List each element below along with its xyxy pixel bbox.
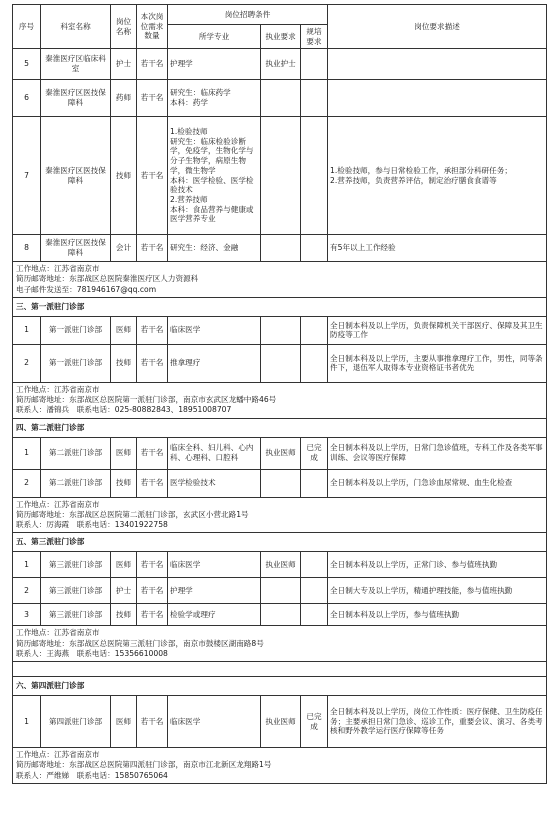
cell-desc: [328, 49, 547, 80]
info-line: 简历邮寄地址：东部战区总医院第三派驻门诊部，南京市鼓楼区湖南路8号: [13, 639, 547, 649]
major-line: 本科：食品营养与健康或医学营养专业: [170, 204, 254, 224]
cell-no: 7: [13, 117, 41, 235]
cell-post: 药师: [111, 80, 137, 117]
cell-training: [301, 604, 328, 626]
major-line: 1.检验技师: [170, 126, 208, 136]
cell-major: 临床医学: [168, 696, 261, 748]
cell-no: 2: [13, 469, 41, 497]
major-line: 研究生：临床检验诊断学，免疫学，生物化学与分子生物学，病原生物学，微生物学: [170, 136, 254, 175]
cell-count: 若干名: [137, 117, 168, 235]
cell-major: 临床全科、妇儿科、心内科、心理科、口腔科: [168, 437, 261, 469]
table-row: [13, 316, 547, 344]
table-row: [13, 696, 547, 748]
cell-dept: 第三派驻门诊部: [41, 604, 111, 626]
cell-post: 技师: [111, 469, 137, 497]
cell-desc: 全日制本科及以上学历，参与值班执勤: [328, 604, 547, 626]
section-title: 三、第一派驻门诊部: [13, 297, 547, 316]
cell-desc: 全日制本科及以上学历，日常门急诊值班，专科工作及各类军事训练、会议等医疗保障: [328, 437, 547, 469]
table-row: [13, 80, 547, 117]
cell-training: [301, 578, 328, 604]
cell-license: [261, 344, 301, 382]
cell-no: 2: [13, 344, 41, 382]
recruitment-document: [12, 4, 552, 784]
section-title: 五、第三派驻门诊部: [13, 533, 547, 552]
table-row: [13, 604, 547, 626]
cell-major: [168, 117, 261, 235]
cell-post: 医师: [111, 437, 137, 469]
info-line: 工作地点：江苏省南京市: [13, 626, 547, 639]
cell-no: 1: [13, 316, 41, 344]
table-row: [13, 49, 547, 80]
info-line: 工作地点：江苏省南京市: [13, 748, 547, 761]
cell-post: 技师: [111, 344, 137, 382]
cell-license: [261, 578, 301, 604]
cell-desc: 全日制本科及以上学历，岗位工作性质：医疗保健、卫生防疫任务；主要承担日常门急诊、巡诊工作，重要会议、演习、各类考核和野外教学运行医疗保障等任务: [328, 696, 547, 748]
cell-license: [261, 316, 301, 344]
cell-desc: 全日制本科及以上学历，负责保障机关干部医疗、保障及其卫生防疫等工作: [328, 316, 547, 344]
cell-count: 若干名: [137, 578, 168, 604]
cell-major: 研究生：经济、金融: [168, 235, 261, 262]
recruitment-table: [12, 4, 547, 784]
cell-dept: 第二派驻门诊部: [41, 437, 111, 469]
info-line: 联系人：王海燕 联系电话：15356610008: [13, 649, 547, 662]
desc-line: 1.检验技师，参与日常检验工作，承担部分科研任务；: [330, 165, 512, 175]
info-line: 联系人：厉海霞 联系电话：13401922758: [13, 520, 547, 533]
cell-dept: 第三派驻门诊部: [41, 552, 111, 578]
cell-post: 护士: [111, 49, 137, 80]
cell-dept: 第一派驻门诊部: [41, 344, 111, 382]
header-count: 本次岗位需求数量: [137, 5, 168, 49]
header-desc: 岗位要求描述: [328, 5, 547, 49]
cell-post: 医师: [111, 316, 137, 344]
table-row: [13, 235, 547, 262]
info-line: 联系人：潘锦兵 联系电话：025-80882843、18951008707: [13, 405, 547, 418]
table-row: [13, 552, 547, 578]
cell-license: 执业医师: [261, 696, 301, 748]
info-line: 简历邮寄地址：东部战区总医院第二派驻门诊部，玄武区小营北路1号: [13, 510, 547, 520]
table-row: [13, 437, 547, 469]
header-post: 岗位名称: [111, 5, 137, 49]
cell-post: 会计: [111, 235, 137, 262]
cell-count: 若干名: [137, 696, 168, 748]
cell-count: 若干名: [137, 49, 168, 80]
cell-count: 若干名: [137, 344, 168, 382]
cell-count: 若干名: [137, 80, 168, 117]
cell-count: 若干名: [137, 437, 168, 469]
cell-desc: 有5年以上工作经验: [328, 235, 547, 262]
cell-license: [261, 80, 301, 117]
cell-major: 医学检验技术: [168, 469, 261, 497]
cell-dept: 秦淮医疗区临床科室: [41, 49, 111, 80]
desc-line: 2.营养技师，负责营养评估，制定治疗膳食食谱等: [330, 175, 497, 185]
cell-major: 推拿理疗: [168, 344, 261, 382]
header-conditions: 岗位招聘条件: [168, 5, 328, 25]
cell-training: [301, 344, 328, 382]
cell-post: 技师: [111, 117, 137, 235]
cell-dept: 第四派驻门诊部: [41, 696, 111, 748]
cell-no: 8: [13, 235, 41, 262]
cell-no: 2: [13, 578, 41, 604]
cell-major: 护理学: [168, 49, 261, 80]
cell-license: 执业医师: [261, 437, 301, 469]
info-line: 工作地点：江苏省南京市: [13, 497, 547, 510]
cell-count: 若干名: [137, 469, 168, 497]
cell-dept: 秦淮医疗区医技保障科: [41, 117, 111, 235]
cell-training: [301, 49, 328, 80]
info-line: 电子邮件发送至：781946167@qq.com: [13, 285, 547, 298]
cell-dept: 秦淮医疗区医技保障科: [41, 235, 111, 262]
cell-license: [261, 235, 301, 262]
header-dept: 科室名称: [41, 5, 111, 49]
cell-license: [261, 469, 301, 497]
cell-no: 6: [13, 80, 41, 117]
cell-no: 3: [13, 604, 41, 626]
cell-license: [261, 604, 301, 626]
header-no: 序号: [13, 5, 41, 49]
major-line: 本科：药学: [170, 98, 208, 107]
cell-license: 执业护士: [261, 49, 301, 80]
cell-desc: 全日制本科及以上学历，门急诊血尿常规、血生化检查: [328, 469, 547, 497]
cell-no: 1: [13, 552, 41, 578]
header-major: 所学专业: [168, 25, 261, 49]
cell-dept: 第三派驻门诊部: [41, 578, 111, 604]
cell-major: [168, 80, 261, 117]
cell-dept: 第二派驻门诊部: [41, 469, 111, 497]
cell-no: 1: [13, 437, 41, 469]
cell-training: [301, 235, 328, 262]
cell-training: [301, 469, 328, 497]
info-line: 简历邮寄地址：东部战区总医院第一派驻门诊部，南京市玄武区龙蟠中路46号: [13, 395, 547, 405]
header-training: 规培要求: [301, 25, 328, 49]
info-line: 简历邮寄地址：东部战区总医院第四派驻门诊部，南京市江北新区龙翔路1号: [13, 760, 547, 770]
cell-post: 医师: [111, 552, 137, 578]
major-line: 本科：医学检验、医学检验技术: [170, 175, 254, 195]
major-line: 2.营养技师: [170, 194, 208, 204]
cell-count: 若干名: [137, 552, 168, 578]
section-title: 四、第二派驻门诊部: [13, 418, 547, 437]
cell-major: 临床医学: [168, 316, 261, 344]
cell-training: [301, 80, 328, 117]
cell-major: 护理学: [168, 578, 261, 604]
cell-training: [301, 117, 328, 235]
table-row: [13, 117, 547, 235]
header-license: 执业要求: [261, 25, 301, 49]
cell-post: 技师: [111, 604, 137, 626]
cell-training: 已完成: [301, 437, 328, 469]
info-line: 工作地点：江苏省南京市: [13, 262, 547, 275]
cell-count: 若干名: [137, 604, 168, 626]
cell-major: 临床医学: [168, 552, 261, 578]
cell-training: [301, 552, 328, 578]
section-title: 六、第四派驻门诊部: [13, 677, 547, 696]
cell-license: [261, 117, 301, 235]
cell-desc: 全日制本科及以上学历，主要从事推拿理疗工作，男性，同等条件下，退伍军人取得本专业资格证书者优先: [328, 344, 547, 382]
cell-post: 医师: [111, 696, 137, 748]
cell-count: 若干名: [137, 316, 168, 344]
info-line: 联系人：严维娣 联系电话：15850765064: [13, 771, 547, 784]
cell-dept: 第一派驻门诊部: [41, 316, 111, 344]
cell-desc: [328, 80, 547, 117]
cell-desc: 全日制大专及以上学历，精通护理技能，参与值班执勤: [328, 578, 547, 604]
major-line: 研究生：临床药学: [170, 88, 231, 98]
spacer-row: [13, 662, 547, 677]
table-header-row: [13, 5, 547, 25]
cell-training: [301, 316, 328, 344]
cell-training: 已完成: [301, 696, 328, 748]
cell-license: 执业医师: [261, 552, 301, 578]
cell-no: 5: [13, 49, 41, 80]
table-row: [13, 469, 547, 497]
table-row: [13, 344, 547, 382]
info-line: 工作地点：江苏省南京市: [13, 382, 547, 395]
cell-desc: 全日制本科及以上学历，正常门诊、参与值班执勤: [328, 552, 547, 578]
cell-post: 护士: [111, 578, 137, 604]
cell-major: 检验学或理疗: [168, 604, 261, 626]
cell-count: 若干名: [137, 235, 168, 262]
table-row: [13, 578, 547, 604]
info-line: 简历邮寄地址：东部战区总医院秦淮医疗区人力资源科: [13, 274, 547, 284]
cell-desc: [328, 117, 547, 235]
cell-dept: 秦淮医疗区医技保障科: [41, 80, 111, 117]
cell-no: 1: [13, 696, 41, 748]
